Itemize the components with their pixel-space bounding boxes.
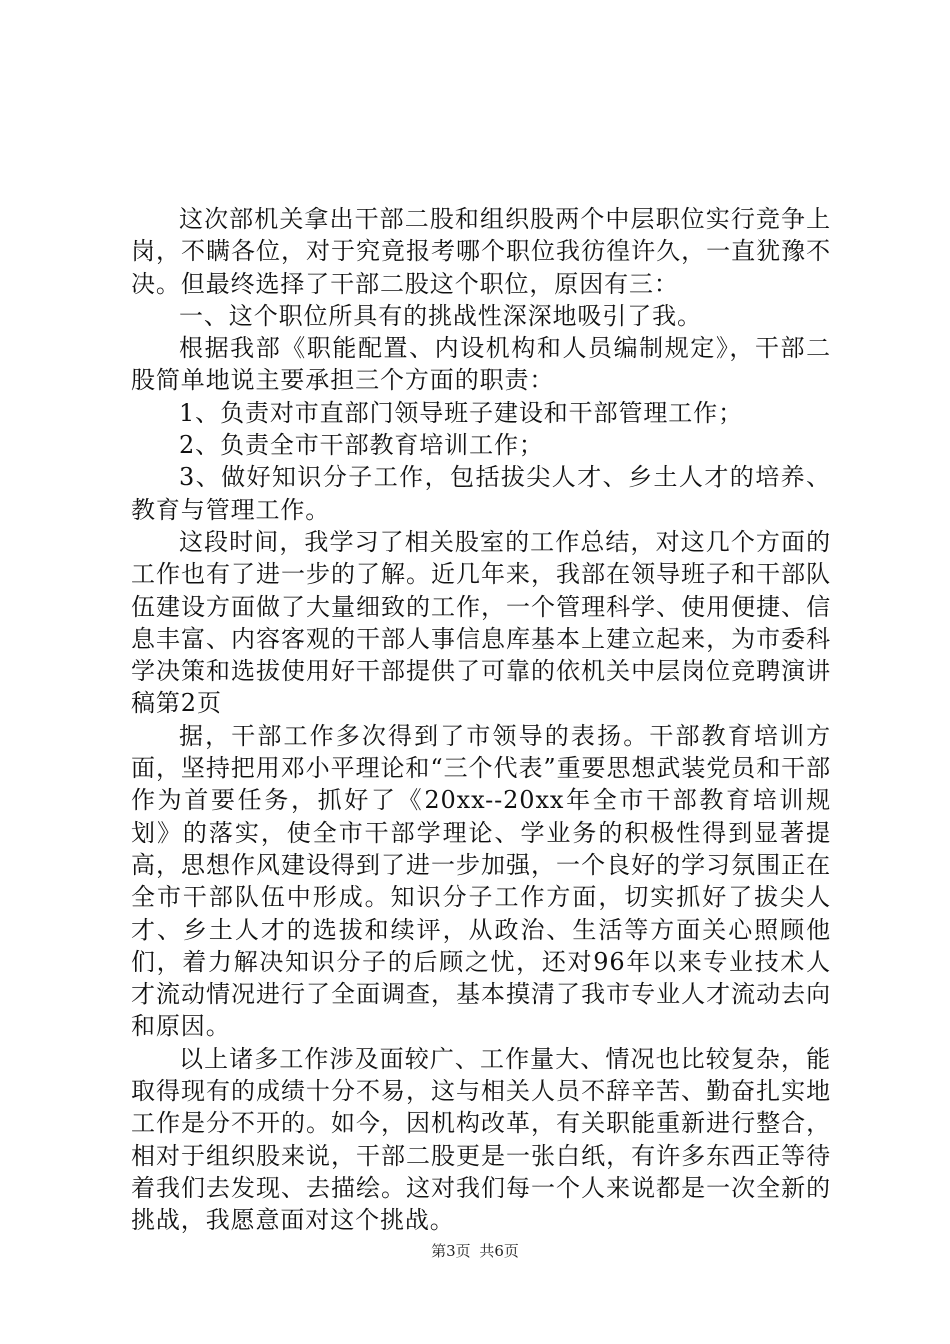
document-body	[131, 203, 831, 1237]
paragraph-intro: 这次部机关拿出干部二股和组织股两个中层职位实行竞争上岗，不瞒各位，对于究竟报考哪个职位我彷徨许久，一直犹豫不决。但最终选择了干部二股这个职位，原因有三：	[131, 205, 831, 298]
paragraph-regulation: 根据我部《职能配置、内设机构和人员编制规定》，干部二股简单地说主要承担三个方面的职责：	[131, 334, 831, 395]
paragraph-duty-one: 1、负责对市直部门领导班子建设和干部管理工作；	[179, 398, 743, 427]
paragraph-achievements: 据，干部工作多次得到了市领导的表扬。干部教育培训方面，坚持把用邓小平理论和“三个代表”重要思想武装党员和干部作为首要任务，抓好了《20xx--20xx年全市干部教育培训规划》的落实，使全市干部学理论、学业务的积极性得到显著提高，思想作风建设得到了进一步加强，一个良好的学习氛围正在全市干部队伍中形成。知识分子工作方面，切实抓好了拔尖人才、乡土人才的选拔和续评，从政治、生活等方面关心照顾他们，着力解决知识分子的后顾之忧，还对96年以来专业技术人才流动情况进行了全面调查，基本摸清了我市专业人才流动去向和原因。	[131, 721, 831, 1041]
paragraph-study: 这段时间，我学习了相关股室的工作总结，对这几个方面的工作也有了进一步的了解。近几年来，我部在领导班子和干部队伍建设方面做了大量细致的工作，一个管理科学、使用便捷、信息丰富、内容客观的干部人事信息库基本上建立起来，为市委科学决策和选拔使用好干部提供了可靠的依机关中层岗位竞聘演讲稿第2页	[131, 527, 831, 718]
paragraph-challenge: 以上诸多工作涉及面较广、工作量大、情况也比较复杂，能取得现有的成绩十分不易，这与相关人员不辞辛苦、勤奋扎实地工作是分不开的。如今，因机构改革，有关职能重新进行整合，相对于组织股来说，干部二股更是一张白纸，有许多东西正等待着我们去发现、去描绘。这对我们每一个人来说都是一次全新的挑战，我愿意面对这个挑战。	[131, 1044, 831, 1235]
page-total: 共6页	[479, 1242, 519, 1260]
paragraph-duty-three: 3、做好知识分子工作，包括拔尖人才、乡土人才的培养、教育与管理工作。	[131, 463, 831, 524]
page-footer	[0, 1241, 950, 1261]
page-number: 第3页	[431, 1242, 471, 1260]
paragraph-reason-one: 一、这个职位所具有的挑战性深深地吸引了我。	[179, 301, 702, 330]
paragraph-duty-two: 2、负责全市干部教育培训工作；	[179, 431, 544, 460]
